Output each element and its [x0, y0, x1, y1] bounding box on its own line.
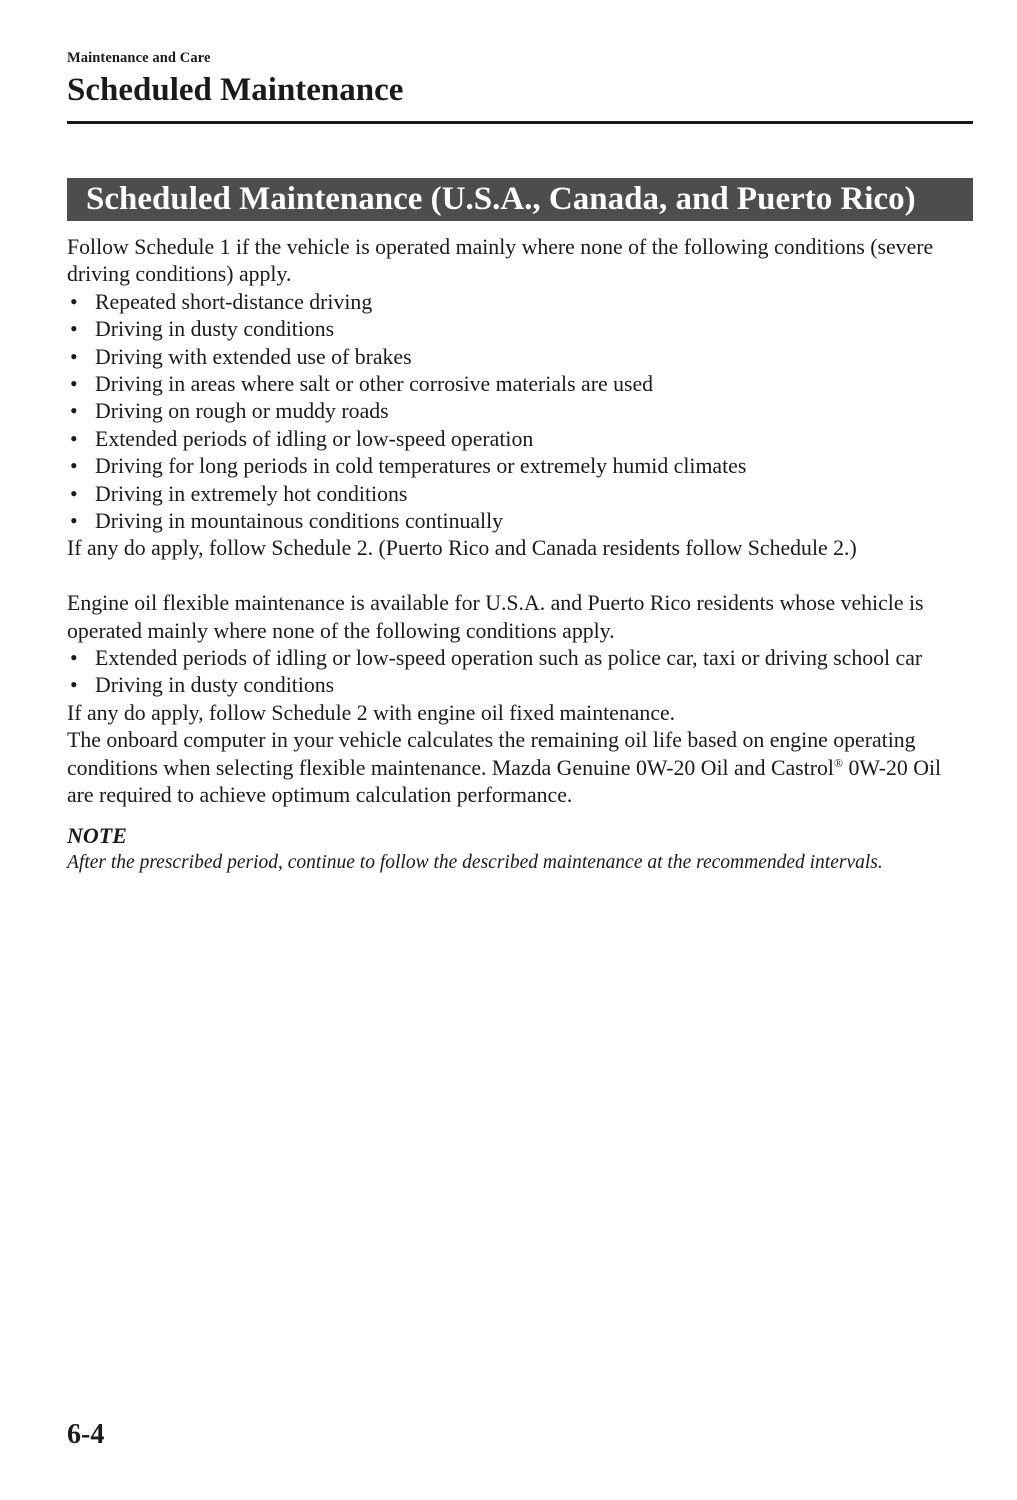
- bullet-icon: •: [70, 344, 78, 369]
- list-item: [67, 672, 973, 699]
- bullet-icon: •: [70, 399, 78, 424]
- list-item: [67, 426, 973, 453]
- list-item: [67, 316, 973, 343]
- registered-trademark: ®: [833, 755, 844, 770]
- oil-computer-text: The onboard computer in your vehicle calculates the remaining oil life based on engine operating conditions when selecting flexible maintenance. Mazda Genuine 0W-20 Oil and Castrol: [67, 728, 916, 780]
- body-text: [67, 234, 973, 876]
- list-item-text: Driving in mountainous conditions continually: [95, 509, 504, 534]
- list-item: [67, 371, 973, 398]
- list-item: [67, 508, 973, 535]
- note-text: After the prescribed period, continue to follow the described maintenance at the recommended intervals.: [67, 851, 883, 873]
- schedule-outro-paragraph: If any do apply, follow Schedule 2. (Puerto Rico and Canada residents follow Schedule 2.): [67, 536, 857, 561]
- oil-computer-paragraph: [67, 727, 973, 809]
- oil-intro-paragraph: Engine oil flexible maintenance is available for U.S.A. and Puerto Rico residents whose vehicle is operated mainly where none of the following conditions apply.: [67, 591, 924, 643]
- paragraph-spacer: [67, 563, 973, 590]
- list-item: [67, 289, 973, 316]
- oil-conditions-list: [67, 645, 973, 700]
- bullet-icon: •: [70, 289, 78, 314]
- bullet-icon: •: [70, 646, 78, 671]
- list-item-text: Repeated short-distance driving: [95, 289, 373, 314]
- list-item-text: Extended periods of idling or low-speed operation such as police car, taxi or driving school car: [95, 646, 923, 671]
- bullet-icon: •: [70, 454, 78, 479]
- list-item-text: Extended periods of idling or low-speed operation: [95, 426, 534, 451]
- oil-computer-text-continued: 0W-20 Oil are required to achieve optimum calculation performance.: [67, 755, 942, 808]
- list-item: [67, 481, 973, 508]
- chapter-label: Maintenance and Care: [67, 50, 211, 66]
- note-heading: NOTE: [67, 822, 127, 848]
- list-item-text: Driving with extended use of brakes: [95, 344, 412, 369]
- oil-outro-paragraph: If any do apply, follow Schedule 2 with engine oil fixed maintenance.: [67, 700, 676, 725]
- bullet-icon: •: [70, 481, 78, 506]
- section-heading: Scheduled Maintenance (U.S.A., Canada, and Puerto Rico): [67, 178, 973, 221]
- severe-conditions-list: [67, 289, 973, 536]
- title-divider: [67, 121, 973, 124]
- list-item: [67, 344, 973, 371]
- bullet-icon: •: [70, 372, 78, 397]
- list-item: [67, 453, 973, 480]
- bullet-icon: •: [70, 673, 78, 698]
- page-number: 6-4: [67, 1419, 105, 1450]
- list-item-text: Driving in areas where salt or other corrosive materials are used: [95, 372, 654, 397]
- list-item-text: Driving on rough or muddy roads: [95, 399, 389, 424]
- list-item-text: Driving for long periods in cold temperatures or extremely humid climates: [95, 454, 747, 479]
- schedule-intro-paragraph: Follow Schedule 1 if the vehicle is operated mainly where none of the following conditions (severe driving conditions) apply.: [67, 235, 934, 287]
- list-item-text: Driving in extremely hot conditions: [95, 481, 408, 506]
- list-item: [67, 398, 973, 425]
- bullet-icon: •: [70, 509, 78, 534]
- page-title: Scheduled Maintenance: [67, 72, 404, 108]
- bullet-icon: •: [70, 317, 78, 342]
- list-item: [67, 645, 973, 672]
- bullet-icon: •: [70, 426, 78, 451]
- list-item-text: Driving in dusty conditions: [95, 317, 335, 342]
- list-item-text: Driving in dusty conditions: [95, 673, 335, 698]
